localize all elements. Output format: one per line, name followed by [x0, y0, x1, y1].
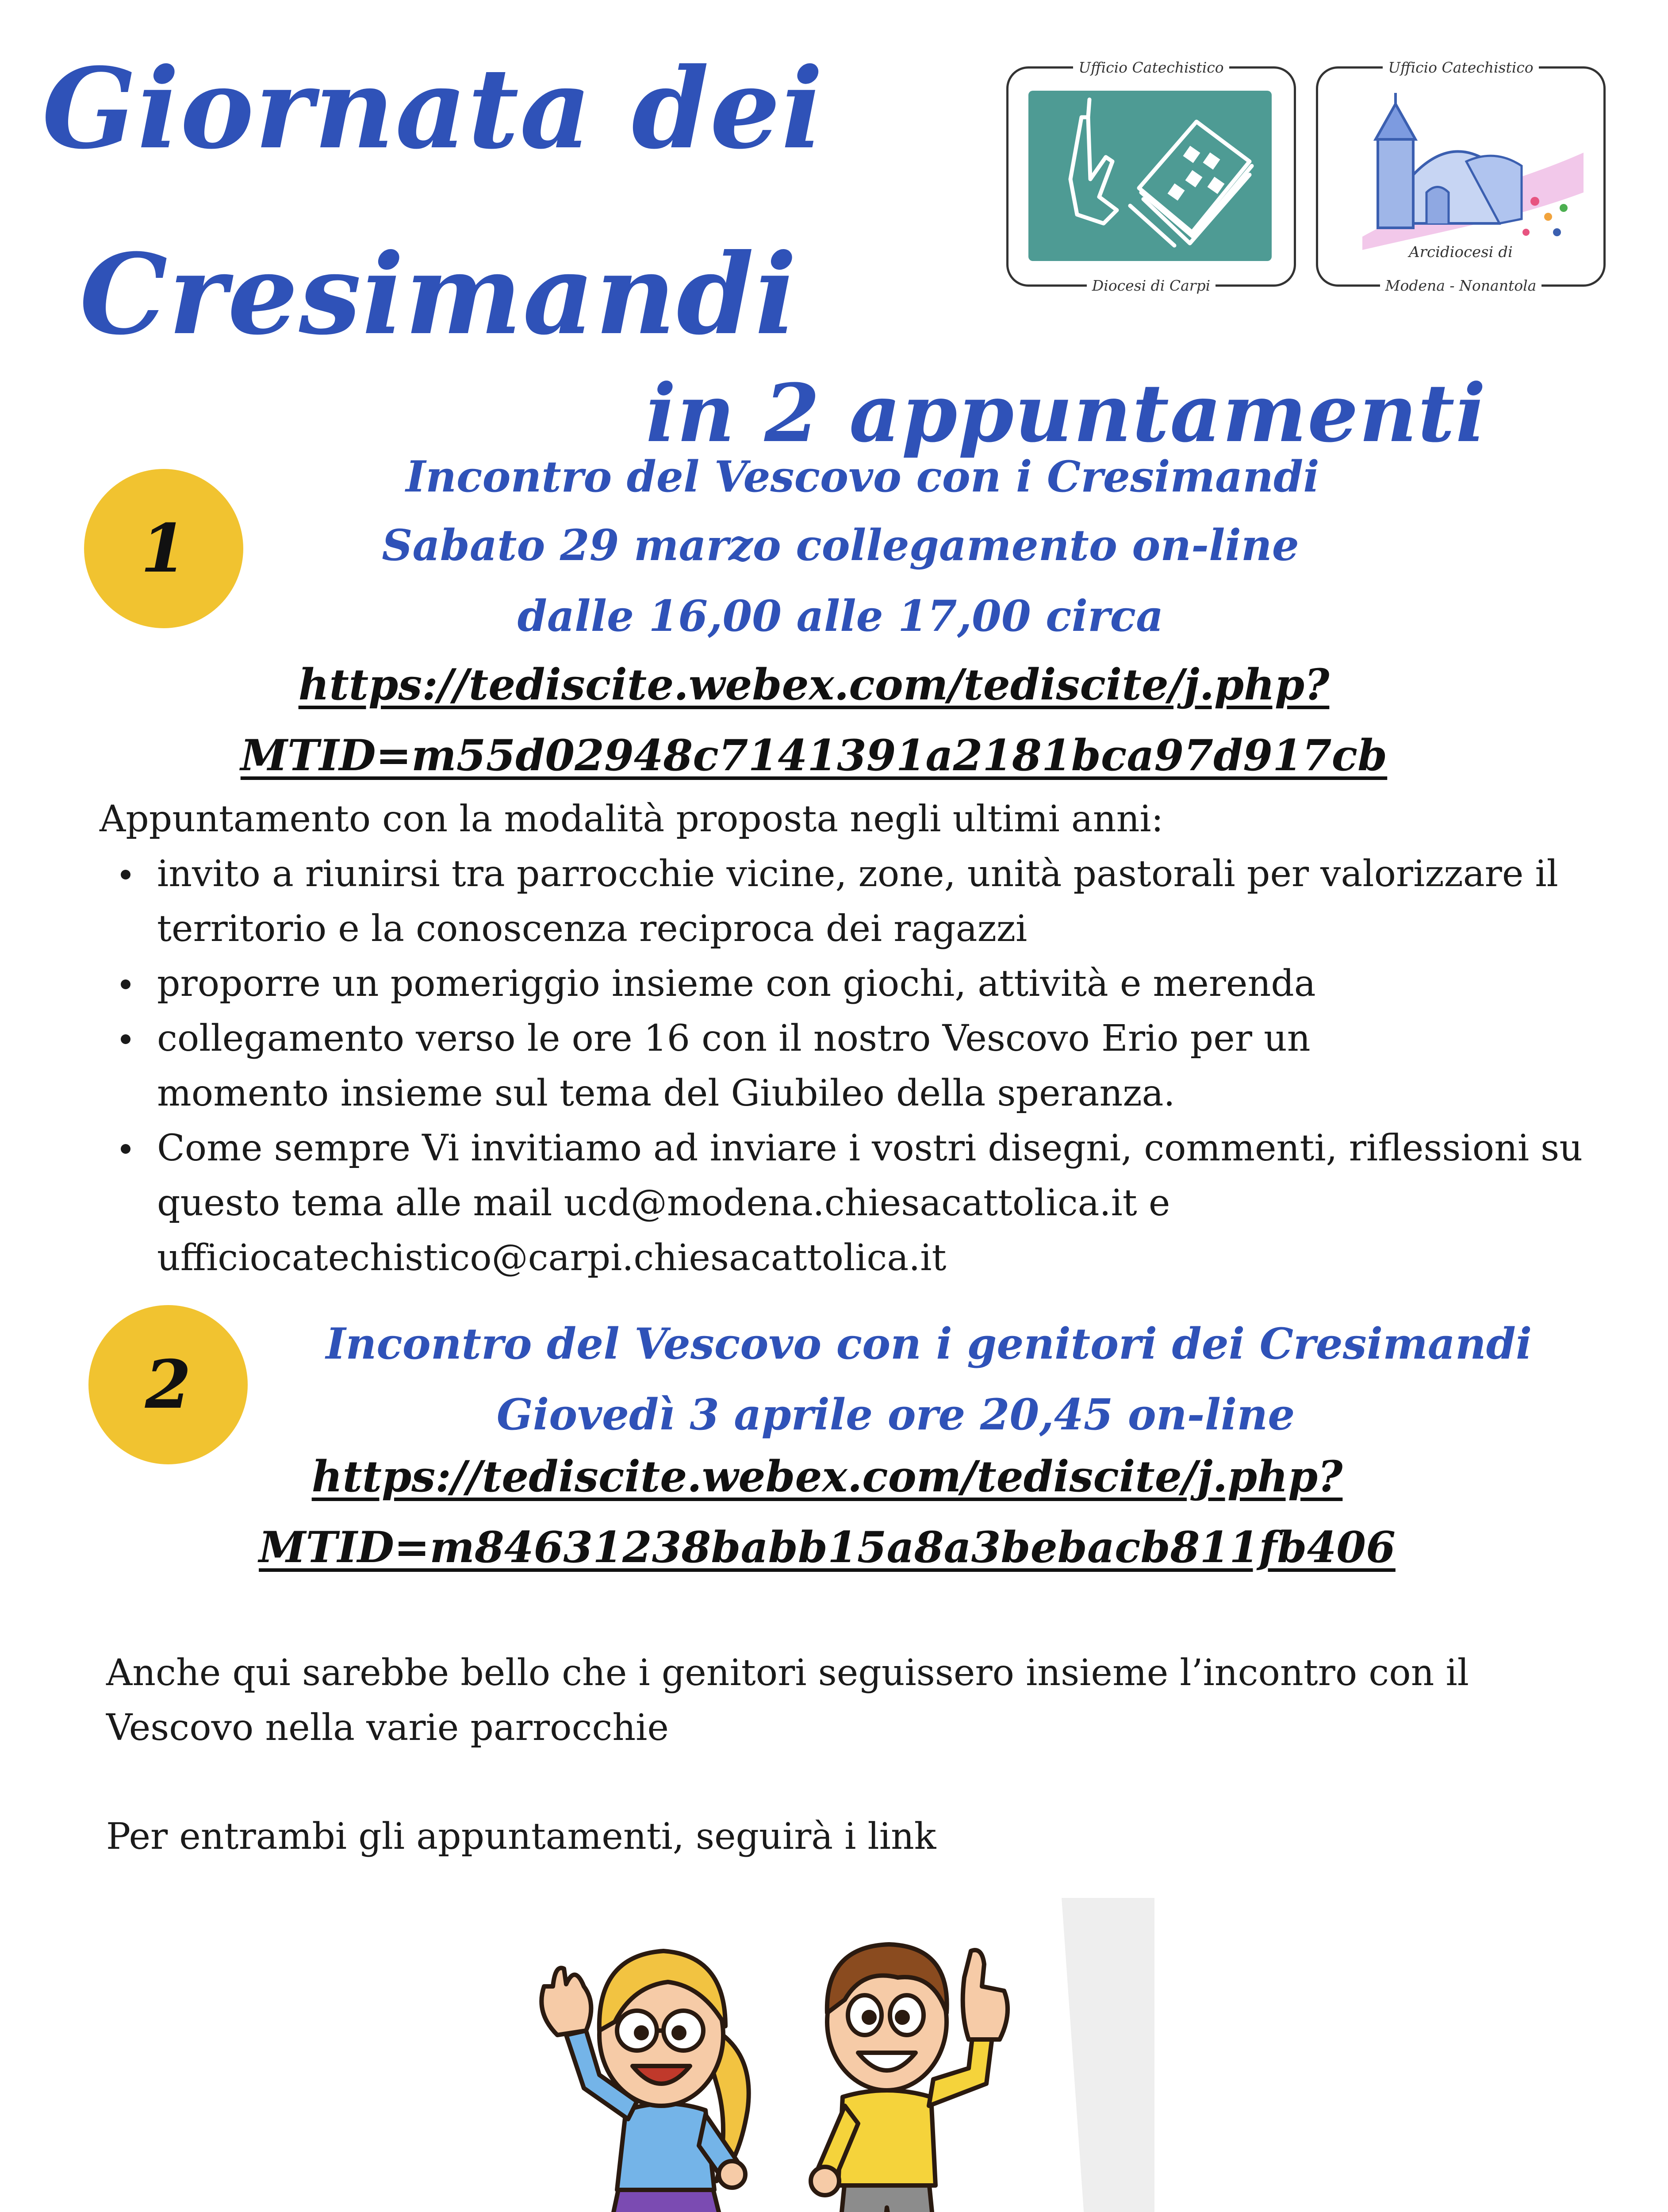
event-2-link-part-1[interactable]: https://tediscite.webex.com/tediscite/j.php? [311, 1452, 1343, 1502]
event-1-title: Incontro del Vescovo con i Cresimandi [406, 452, 1319, 502]
event-1-link-part-1[interactable]: https://tediscite.webex.com/tediscite/j.php? [298, 660, 1330, 710]
event-1-intro: Appuntamento con la modalità proposta negli ultimi anni: [100, 798, 1164, 840]
cartoon-kids-icon [509, 1898, 1154, 2212]
list-item: invito a riunirsi tra parrocchie vicine, zone, unità pastorali per valorizzare il territorio e la conoscenza reciproca dei ragazzi [100, 847, 1572, 956]
logo-modena-bottom-caption: Modena - Nonantola [1380, 277, 1542, 294]
hand-and-book-icon [1028, 91, 1272, 261]
logo-modena-top-caption: Ufficio Catechistico [1383, 59, 1538, 76]
logo-modena-inner-caption: Arcidiocesi di [1409, 243, 1513, 261]
links-note: Per entrambi gli appuntamenti, seguirà i link [106, 1816, 936, 1858]
title-line-1: Giornata dei [42, 43, 824, 173]
title-line-2: Cresimandi [80, 229, 798, 359]
kids-illustration [509, 1898, 1154, 2212]
church-icon [1336, 91, 1584, 261]
event-1-description [100, 792, 1603, 1286]
event-1-bullet-list [100, 847, 1603, 1286]
event-1-number-badge: 1 [84, 469, 243, 628]
event-1-link-part-2[interactable]: MTID=m55d02948c7141391a2181bca97d917cb [240, 730, 1388, 780]
event-2-date: Giovedì 3 aprile ore 20,45 on-line [496, 1390, 1295, 1440]
logo-carpi-top-caption: Ufficio Catechistico [1073, 59, 1229, 76]
list-item: proporre un pomeriggio insieme con giochi, attività e merenda [100, 956, 1572, 1011]
event-1-date: Sabato 29 marzo collegamento on-line [382, 520, 1299, 570]
logo-carpi-emblem [1028, 91, 1272, 261]
event-2-link-part-2[interactable]: MTID=m84631238babb15a8a3bebacb811fb406 [259, 1522, 1396, 1572]
list-item: collegamento verso le ore 16 con il nostro Vescovo Erio per un momento insieme sul tema del Giubileo della speranza. [100, 1011, 1484, 1121]
parents-note: Anche qui sarebbe bello che i genitori seguissero insieme l’incontro con il Vescovo nella varie parrocchie [106, 1652, 1469, 1749]
event-2-title: Incontro del Vescovo con i genitori dei Cresimandi [326, 1319, 1532, 1369]
logo-modena-emblem [1336, 91, 1584, 261]
logo-carpi [1006, 59, 1296, 294]
event-2-number-badge: 2 [88, 1305, 248, 1464]
list-item: Come sempre Vi invitiamo ad inviare i vostri disegni, commenti, riflessioni su questo tema alle mail ucd@modena.chiesacattolica.it e ufficiocatechistico@carpi.chiesacattolica.it [100, 1121, 1661, 1286]
event-1-time: dalle 16,00 alle 17,00 circa [517, 591, 1164, 641]
logo-carpi-bottom-caption: Diocesi di Carpi [1087, 277, 1216, 294]
logo-modena [1316, 59, 1606, 294]
subtitle: in 2 appuntamenti [646, 367, 1487, 460]
